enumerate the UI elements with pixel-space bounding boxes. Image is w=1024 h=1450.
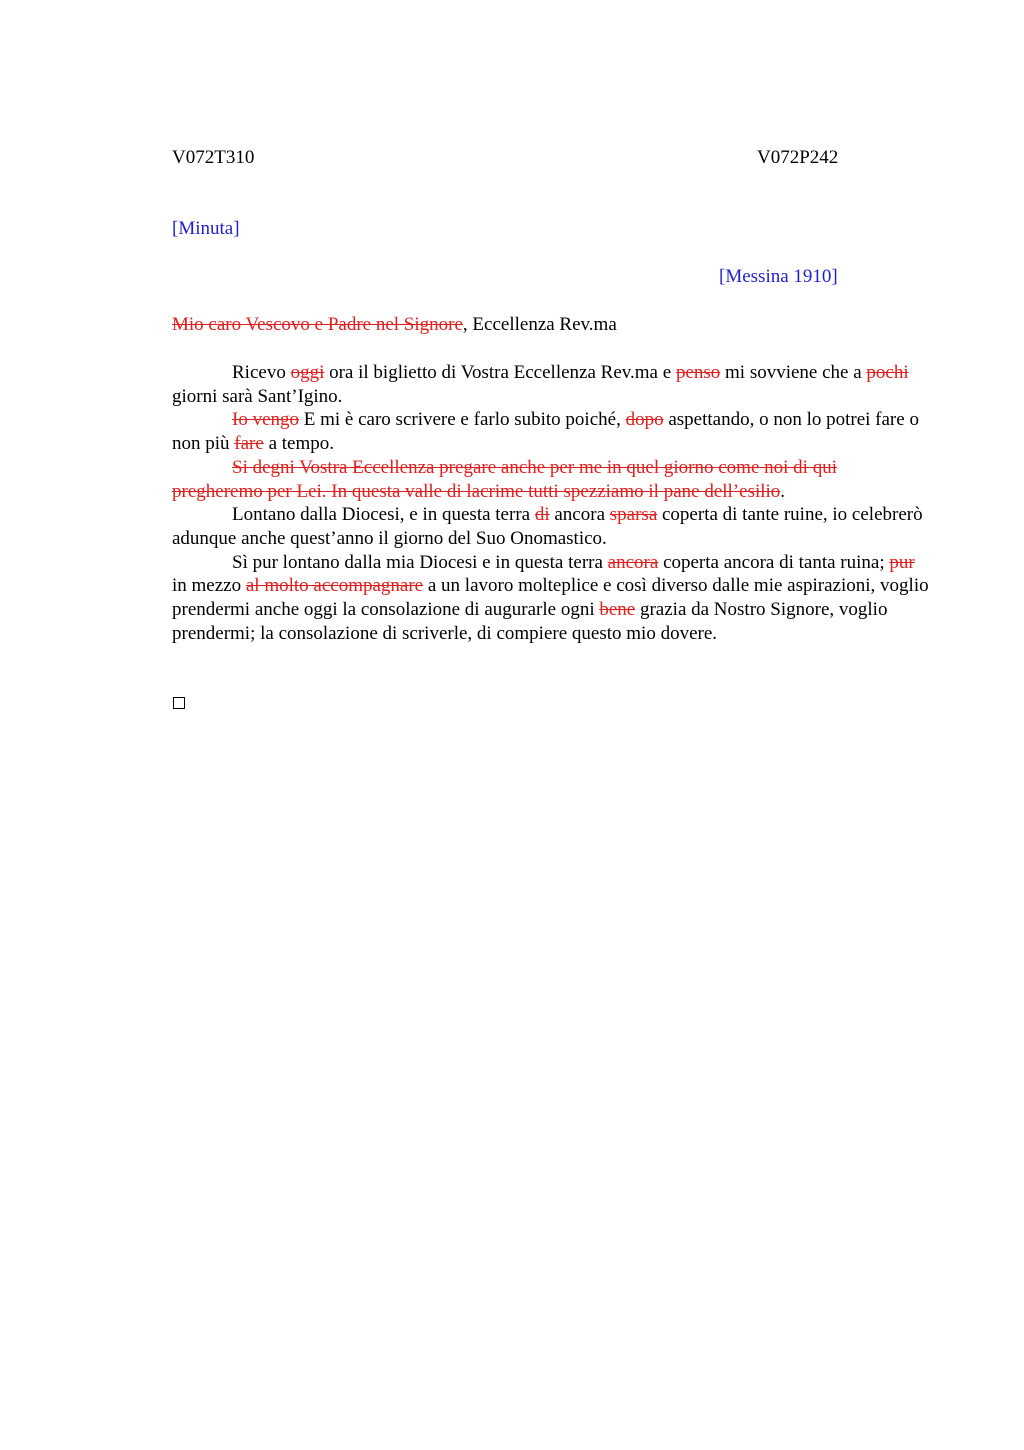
empty-square-icon <box>173 697 185 709</box>
text-run: coperta ancora di tanta ruina; <box>658 551 890 573</box>
deleted-text: dopo <box>625 409 664 431</box>
editorial-note-minuta: [Minuta] <box>172 218 240 239</box>
paragraph-5 <box>172 551 932 646</box>
deleted-text: Mio caro Vescovo e Padre nel Signore <box>172 314 463 335</box>
deleted-text: al molto accompagnare <box>245 575 424 597</box>
paragraph-2 <box>172 408 932 455</box>
deleted-text: Io vengo <box>232 409 300 431</box>
document-code-right: V072P242 <box>757 147 839 168</box>
salutation-text: , Eccellenza Rev.ma <box>462 314 617 335</box>
text-run: ancora <box>549 504 610 526</box>
text-run: a un lavoro molteplice e così diverso dalle mie aspirazioni, voglio prendermi anche oggi la consolazione di augurarle ogni <box>172 575 929 621</box>
deleted-text: ancora <box>607 551 659 573</box>
text-run: Lontano dalla Diocesi, e in questa terra <box>232 504 535 526</box>
paragraph-4 <box>172 503 932 550</box>
deleted-text: fare <box>234 433 264 455</box>
deleted-text: sparsa <box>609 504 658 526</box>
deleted-text: bene <box>599 599 636 621</box>
text-run: a tempo. <box>263 433 334 455</box>
deleted-text: Si degni Vostra Eccellenza pregare anche per me in quel giorno come noi di qui pregheremo per Lei. In questa valle di lacrime tutti spezziamo il pane dell’esilio <box>172 456 837 502</box>
text-run: in mezzo <box>172 575 246 597</box>
text-run: ora il biglietto di Vostra Eccellenza Rev.ma e <box>324 362 676 383</box>
text-run: . <box>780 480 786 502</box>
paragraph-1 <box>172 361 932 408</box>
text-run: mi sovviene che a <box>720 362 867 383</box>
text-run: E mi è caro scrivere e farlo subito poiché, <box>299 409 626 431</box>
letter-body <box>172 361 932 645</box>
deleted-text: pur <box>889 551 915 573</box>
salutation <box>172 313 617 337</box>
deleted-text: di <box>534 504 550 526</box>
deleted-text: pochi <box>866 362 909 383</box>
paragraph-3 <box>172 456 932 503</box>
document-code-left: V072T310 <box>172 147 255 168</box>
text-run: aspettando, o non lo potrei fare o non più <box>172 409 919 455</box>
text-run: coperta di tante ruine, io celebrerò adunque anche quest’anno il giorno del Suo Onomastico. <box>172 504 923 549</box>
editorial-place-date: [Messina 1910] <box>719 266 838 287</box>
text-run: Sì pur lontano dalla mia Diocesi e in questa terra <box>232 551 608 573</box>
deleted-text: penso <box>675 362 721 383</box>
text-run: Ricevo <box>232 362 291 383</box>
text-run: giorni sarà Sant’Igino. <box>172 385 343 407</box>
text-run: grazia da Nostro Signore, voglio prendermi; la consolazione di scriverle, di compiere questo mio dovere. <box>172 599 888 644</box>
deleted-text: oggi <box>290 362 325 383</box>
